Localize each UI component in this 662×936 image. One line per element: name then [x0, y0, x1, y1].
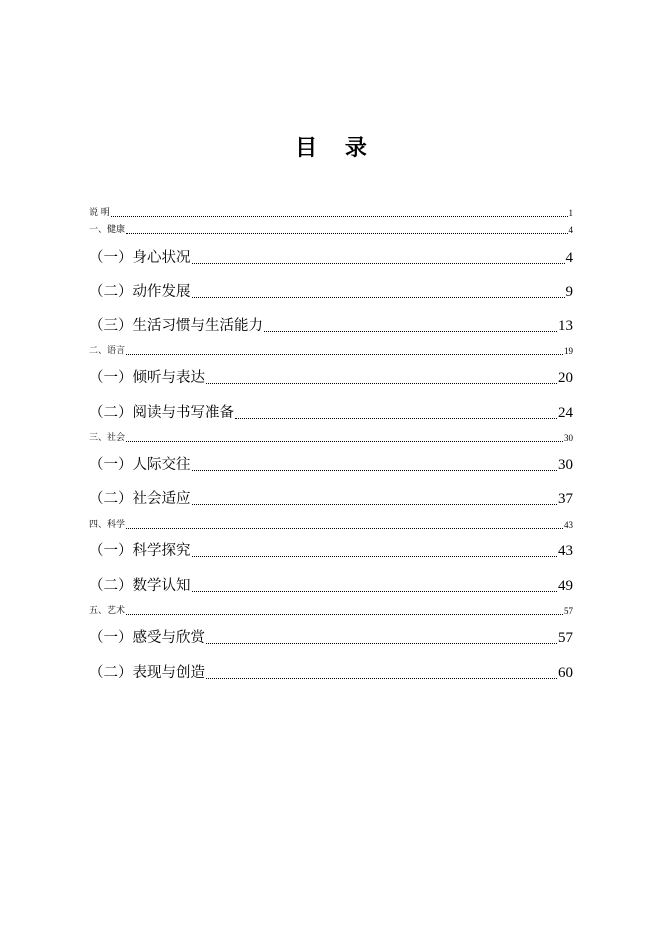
toc-leader-dots — [206, 628, 557, 648]
toc-page-number: 43 — [558, 543, 573, 559]
toc-leader-dots — [192, 541, 558, 561]
toc-entry-label: 五、艺术 — [89, 606, 126, 616]
toc-entry-math-cognition[interactable] — [89, 576, 573, 596]
toc-entry-label: （二）表现与创造 — [89, 665, 205, 681]
toc-leader-dots — [126, 345, 563, 357]
toc-entry-label: （三）生活习惯与生活能力 — [89, 318, 263, 334]
toc-entry-label: 说 明 — [89, 208, 110, 218]
toc-entry-society[interactable] — [89, 432, 573, 444]
toc-entry-label: （二）数学认知 — [89, 578, 191, 594]
toc-page-number: 37 — [558, 491, 573, 507]
toc-leader-dots — [192, 489, 558, 509]
toc-entry-social-adaptation[interactable] — [89, 489, 573, 509]
toc-leader-dots — [192, 282, 565, 302]
toc-entry-expression-creation[interactable] — [89, 663, 573, 683]
toc-entry-health[interactable] — [89, 224, 573, 236]
toc-page-number: 57 — [558, 630, 573, 646]
toc-entry-listening-expression[interactable] — [89, 368, 573, 388]
toc-leader-dots — [126, 224, 567, 236]
toc-entry-physical-mental-status[interactable] — [89, 248, 573, 268]
toc-page-number: 57 — [564, 606, 573, 616]
toc-entry-motor-development[interactable] — [89, 282, 573, 302]
toc-leader-dots — [192, 576, 558, 596]
toc-page-number: 30 — [564, 433, 573, 443]
toc-leader-dots — [192, 455, 558, 475]
toc-entry-label: （一）倾听与表达 — [89, 370, 205, 386]
toc-leader-dots — [126, 519, 563, 531]
toc-entry-language[interactable] — [89, 345, 573, 357]
toc-entry-art[interactable] — [89, 605, 573, 617]
toc-page-number: 30 — [558, 457, 573, 473]
toc-page-number: 24 — [558, 405, 573, 421]
toc-entry-label: 四、科学 — [89, 520, 126, 530]
toc-page-number: 19 — [564, 346, 573, 356]
toc-page-number: 43 — [564, 520, 573, 530]
toc-entry-reading-writing[interactable] — [89, 403, 573, 423]
toc-leader-dots — [264, 316, 557, 336]
toc-page-number: 13 — [558, 318, 573, 334]
toc-entry-perception-appreciation[interactable] — [89, 628, 573, 648]
toc-entry-label: （一）科学探究 — [89, 543, 191, 559]
toc-leader-dots — [206, 368, 557, 388]
toc-entry-label: （一）感受与欣赏 — [89, 630, 205, 646]
toc-entry-living-habits[interactable] — [89, 316, 573, 336]
toc-entry-label: 二、语言 — [89, 346, 126, 356]
toc-leader-dots — [126, 432, 563, 444]
toc-entry-science[interactable] — [89, 519, 573, 531]
toc-page-number: 20 — [558, 370, 573, 386]
toc-entry-label: 一、健康 — [89, 225, 126, 235]
toc-leader-dots — [126, 605, 563, 617]
toc-entry-label: （二）动作发展 — [89, 284, 191, 300]
toc-leader-dots — [235, 403, 557, 423]
toc-page-number: 4 — [565, 250, 573, 266]
toc-entry-scientific-inquiry[interactable] — [89, 541, 573, 561]
toc-entry-label: （二）社会适应 — [89, 491, 191, 507]
toc-entry-label: （一）人际交往 — [89, 457, 191, 473]
toc-leader-dots — [206, 663, 557, 683]
toc-entry-label: （二）阅读与书写准备 — [89, 405, 234, 421]
toc-page-number: 1 — [568, 208, 573, 218]
toc-entry-label: （一）身心状况 — [89, 250, 191, 266]
table-of-contents — [89, 0, 573, 936]
toc-page-number: 9 — [565, 284, 573, 300]
page-title: 目 录 — [295, 136, 377, 161]
toc-leader-dots — [192, 248, 565, 268]
toc-page-number: 49 — [558, 578, 573, 594]
toc-leader-dots — [111, 207, 568, 219]
toc-page-number: 60 — [558, 665, 573, 681]
toc-entry-interpersonal[interactable] — [89, 455, 573, 475]
toc-entry-label: 三、社会 — [89, 433, 126, 443]
toc-entry-preface[interactable] — [89, 207, 573, 219]
toc-page-number: 4 — [568, 225, 573, 235]
